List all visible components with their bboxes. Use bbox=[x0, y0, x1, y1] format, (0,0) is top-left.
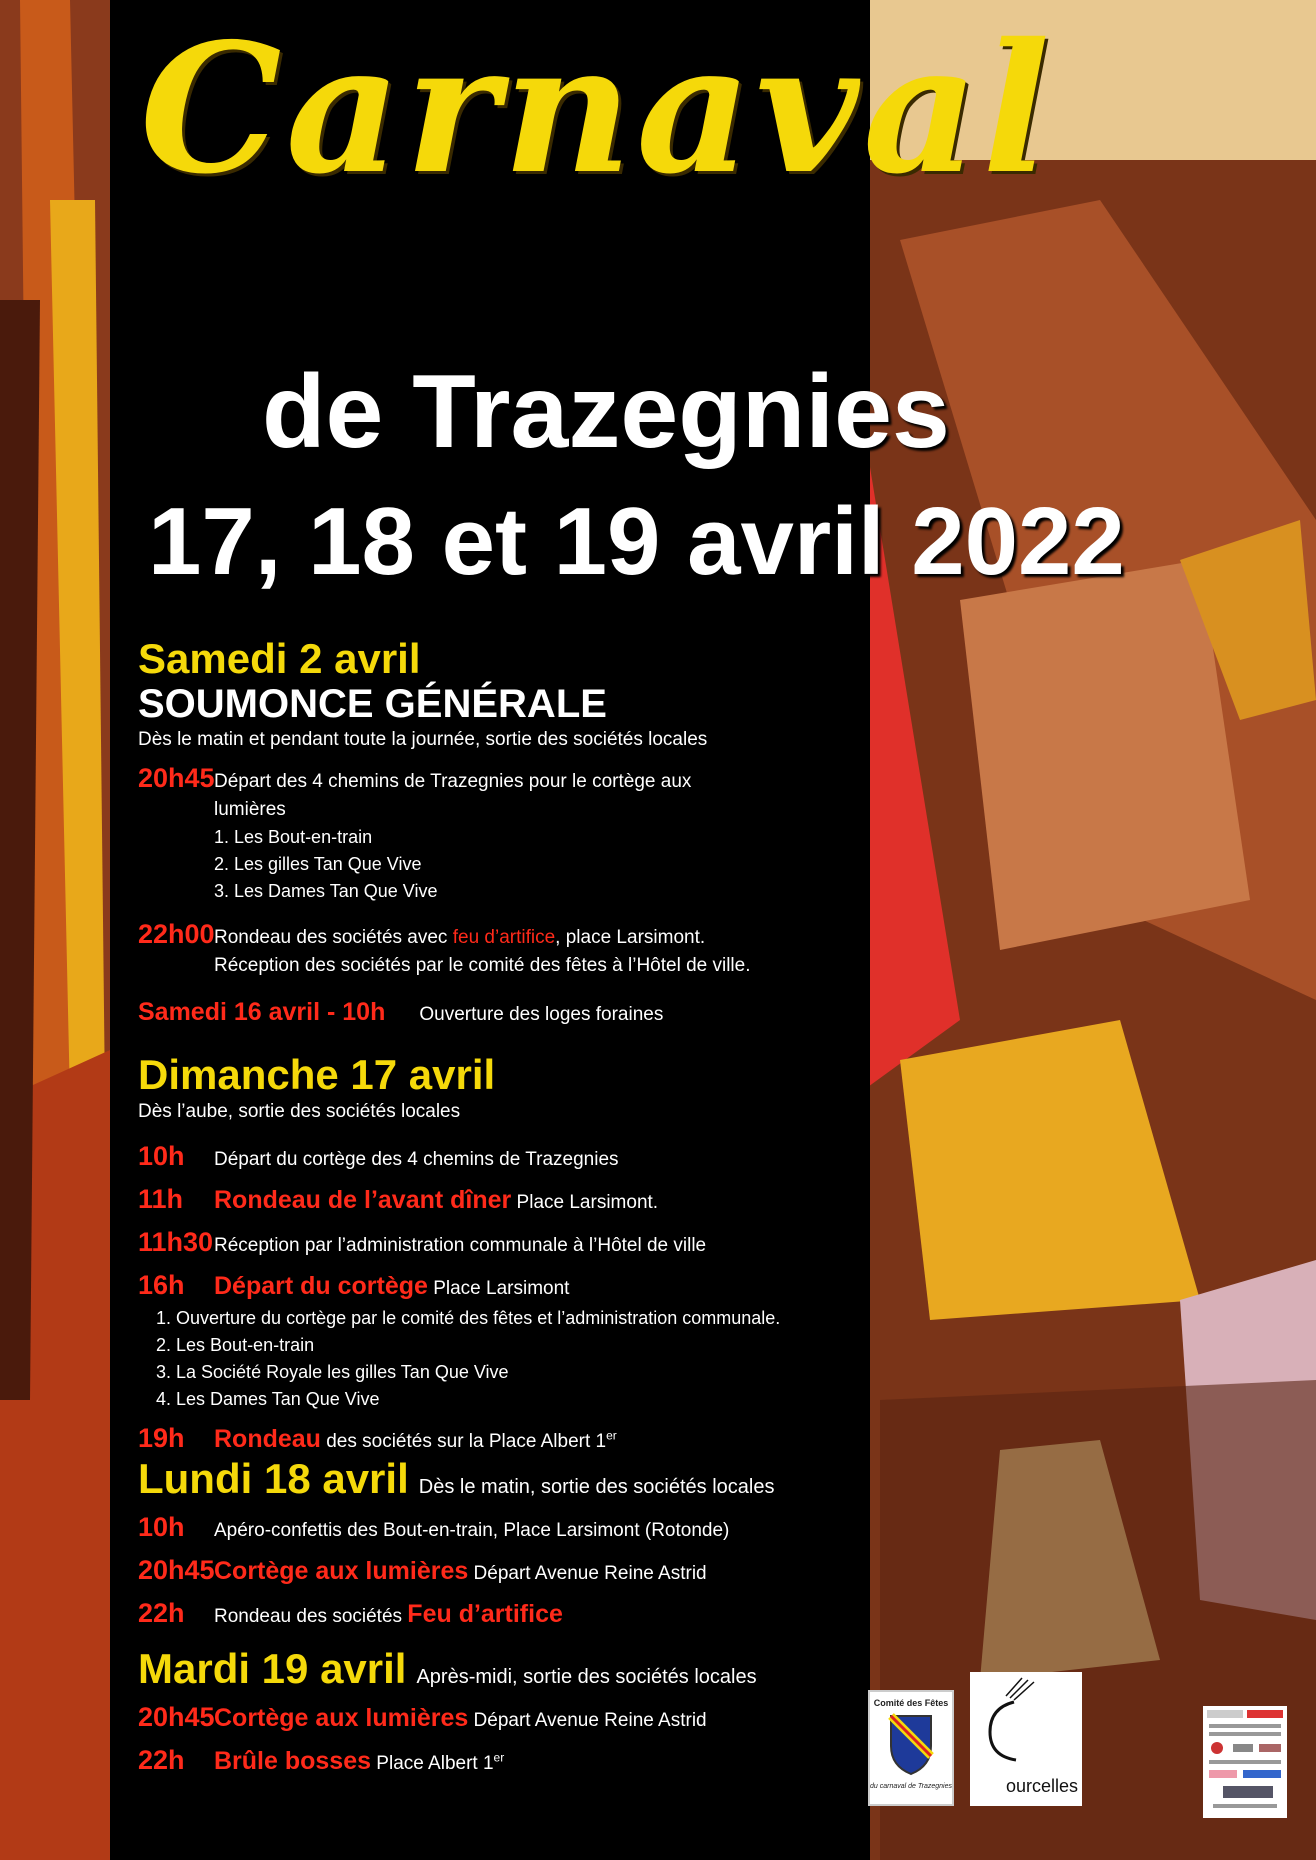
coat-of-arms-icon bbox=[870, 1708, 952, 1778]
event-time: 20h45 bbox=[138, 1702, 215, 1733]
superscript: er bbox=[606, 1428, 617, 1443]
event-row bbox=[138, 1698, 898, 1737]
event-time: 16h bbox=[138, 1270, 185, 1301]
logo-text: Comité des Fêtes bbox=[873, 1698, 949, 1708]
day-note: Après-midi, sortie des sociétés locales bbox=[416, 1666, 757, 1688]
event-text: Place Albert 1 bbox=[371, 1753, 494, 1775]
superscript: er bbox=[493, 1751, 505, 1765]
event-time: 10h bbox=[138, 1512, 185, 1543]
event-time: 20h45 bbox=[138, 1555, 215, 1586]
event-text: , place Larsimont. bbox=[555, 927, 706, 949]
list-item: 4. Les Dames Tan Que Vive bbox=[156, 1389, 380, 1410]
event-row bbox=[138, 915, 898, 954]
event-time: 20h45 bbox=[138, 762, 215, 793]
list-item: 3. Les Dames Tan Que Vive bbox=[214, 881, 438, 902]
event-text: Apéro-confettis des Bout-en-train, Place Larsimont (Rotonde) bbox=[214, 1520, 730, 1542]
event-list bbox=[156, 1305, 898, 1413]
sponsors-panel bbox=[1203, 1706, 1287, 1818]
event-row bbox=[138, 1266, 898, 1305]
event-time: 19h bbox=[138, 1423, 185, 1454]
event-label: Samedi 16 avril - 10h bbox=[138, 998, 386, 1026]
poster-dates: 17, 18 et 19 avril 2022 bbox=[148, 488, 1125, 595]
event-time: 11h bbox=[138, 1183, 184, 1214]
event-row bbox=[138, 1551, 898, 1590]
event-highlight: Rondeau bbox=[214, 1425, 321, 1454]
event-time: 11h30 bbox=[138, 1226, 214, 1257]
event-row bbox=[138, 1741, 898, 1780]
event-text: Départ des 4 chemins de Trazegnies pour le cortège aux bbox=[214, 770, 692, 792]
event-text: Place Larsimont bbox=[427, 1278, 570, 1300]
section-dimanche bbox=[138, 1052, 898, 1458]
soumonce-heading: SOUMONCE GÉNÉRALE bbox=[138, 682, 607, 727]
list-item: 2. Les Bout-en-train bbox=[156, 1335, 315, 1356]
section-mardi bbox=[138, 1646, 898, 1780]
list-item: 2. Les gilles Tan Que Vive bbox=[214, 854, 422, 875]
event-row bbox=[138, 759, 898, 798]
list-item: 1. Les Bout-en-train bbox=[214, 827, 373, 848]
event-highlight: Brûle bosses bbox=[214, 1747, 372, 1776]
section-samedi-16 bbox=[138, 990, 898, 1030]
event-text: Départ Avenue Reine Astrid bbox=[468, 1710, 707, 1732]
logo-text: ourcelles bbox=[1006, 1776, 1079, 1796]
poster-title: Carnaval bbox=[140, 4, 1054, 213]
day-note: Dès le matin, sortie des sociétés locales bbox=[418, 1476, 775, 1498]
day-heading: Dimanche 17 avril bbox=[138, 1051, 496, 1098]
event-text: Rondeau des sociétés bbox=[214, 1606, 408, 1628]
event-text-cont: Réception des sociétés par le comité des fêtes à l’Hôtel de ville. bbox=[214, 955, 751, 977]
day-heading: Mardi 19 avril bbox=[138, 1645, 407, 1692]
event-text: des sociétés sur la Place Albert 1 bbox=[320, 1431, 607, 1453]
event-text: Réception par l’administration communale à l’Hôtel de ville bbox=[214, 1234, 707, 1256]
courcelles-logo bbox=[970, 1672, 1082, 1806]
event-time: 22h bbox=[138, 1598, 185, 1629]
event-row bbox=[138, 1180, 898, 1219]
event-highlight: Départ du cortège bbox=[214, 1272, 428, 1301]
day-note: Dès le matin et pendant toute la journée, sortie des sociétés locales bbox=[138, 729, 708, 751]
event-highlight: feu d’artifice bbox=[452, 927, 556, 949]
event-row bbox=[138, 1419, 898, 1458]
event-list bbox=[214, 824, 898, 905]
day-heading: Samedi 2 avril bbox=[138, 635, 421, 682]
event-highlight: Cortège aux lumières bbox=[214, 1557, 469, 1586]
event-row bbox=[138, 1508, 898, 1547]
event-row bbox=[138, 1137, 898, 1176]
event-text: Départ du cortège des 4 chemins de Trazegnies bbox=[214, 1148, 619, 1170]
event-row bbox=[138, 1594, 898, 1633]
event-highlight: Feu d’artifice bbox=[407, 1600, 563, 1629]
day-note: Dès l’aube, sortie des sociétés locales bbox=[138, 1101, 461, 1123]
event-highlight: Rondeau de l’avant dîner bbox=[214, 1185, 512, 1214]
section-lundi bbox=[138, 1456, 898, 1634]
event-text: Départ Avenue Reine Astrid bbox=[468, 1563, 707, 1585]
comite-des-fetes-logo bbox=[868, 1690, 954, 1806]
list-item: 3. La Société Royale les gilles Tan Que Vive bbox=[156, 1362, 509, 1383]
list-item: 1. Ouverture du cortège par le comité des fêtes et l’administration communale. bbox=[156, 1308, 781, 1329]
event-text: Ouverture des loges foraines bbox=[419, 1004, 664, 1025]
event-time: 22h bbox=[138, 1745, 185, 1776]
logo-text: du carnaval de Trazegnies bbox=[870, 1783, 952, 1790]
event-text: Place Larsimont. bbox=[511, 1191, 659, 1213]
event-text: Rondeau des sociétés avec bbox=[214, 927, 453, 949]
courcelles-c-icon bbox=[970, 1672, 1082, 1768]
sponsor-logos-icon bbox=[1203, 1706, 1287, 1818]
event-text-cont: lumières bbox=[214, 798, 286, 820]
event-time: 10h bbox=[138, 1140, 185, 1171]
event-time: 22h00 bbox=[138, 919, 215, 950]
event-highlight: Cortège aux lumières bbox=[214, 1704, 469, 1733]
day-heading: Lundi 18 avril bbox=[138, 1455, 409, 1502]
event-row bbox=[138, 1223, 898, 1262]
poster-subtitle: de Trazegnies bbox=[262, 354, 950, 470]
section-samedi-2 bbox=[138, 636, 898, 981]
